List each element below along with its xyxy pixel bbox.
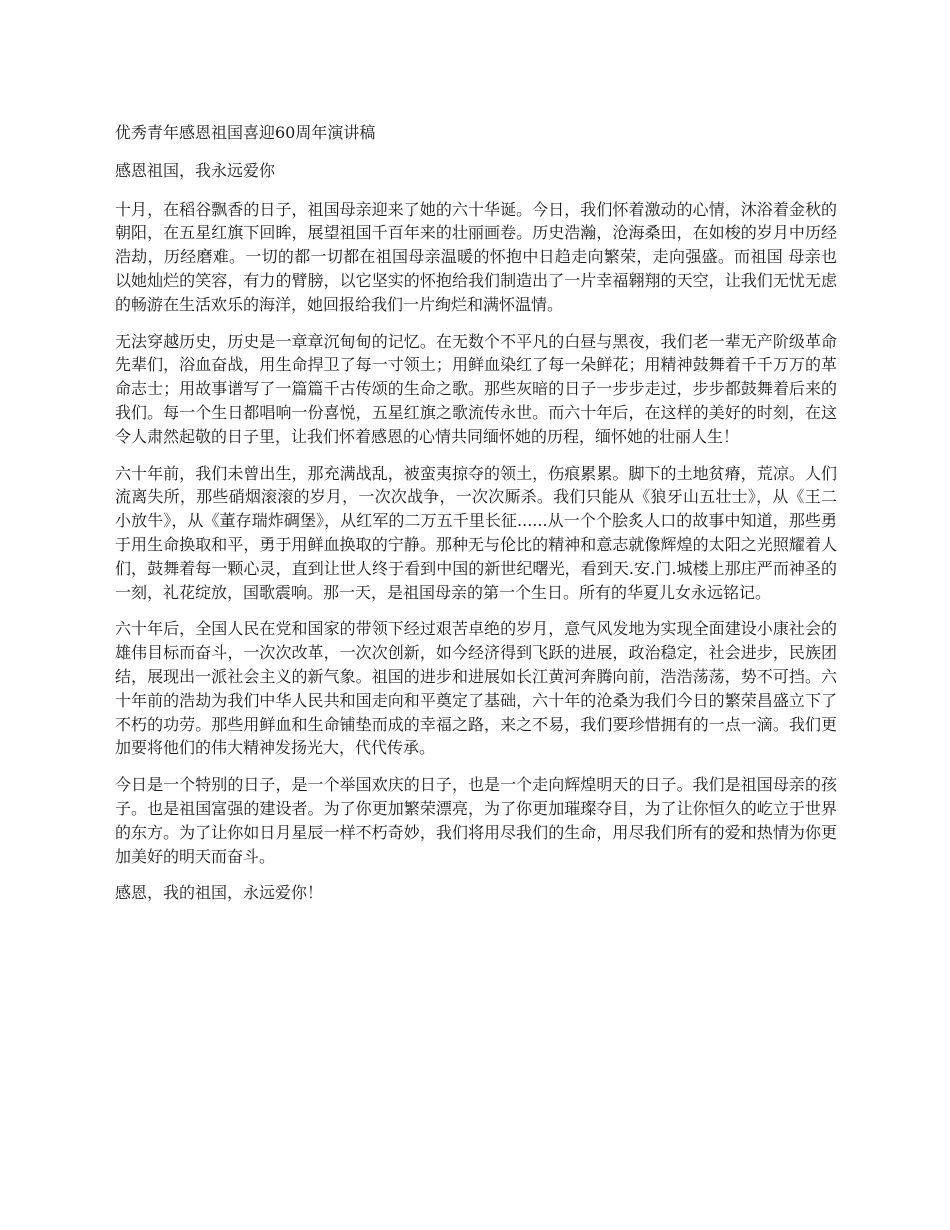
body-paragraph-4: 六十年后，全国人民在党和国家的带领下经过艰苦卓绝的岁月，意气风发地为实现全面建设小康社会的雄伟目标而奋斗，一次次改革，一次次创新，如今经济得到飞跃的进展，政治稳定，社会进步，民族团结，展现出一派社会主义的新气象。祖国的进步和进展如长江黄河奔腾向前，浩浩荡荡，势不可挡。六十年前的浩劫为我们中华人民共和国走向和平奠定了基础，六十年的沧桑为我们今日的繁荣昌盛立下了不朽的功劳。那些用鲜血和生命铺垫而成的幸福之路，来之不易，我们要珍惜拥有的一点一滴。我们更加要将他们的伟大精神发扬光大，代代传承。 [115,619,837,758]
document-page [115,121,837,918]
body-paragraph-1: 十月，在稻谷飘香的日子，祖国母亲迎来了她的六十华诞。今日，我们怀着激动的心情，沐浴着金秋的朝阳，在五星红旗下回眸，展望祖国千百年来的壮丽画卷。历史浩瀚，沧海桑田，在如梭的岁月中历经浩劫，历经磨难。一切的都一切都在祖国母亲温暖的怀抱中日趋走向繁荣，走向强盛。而祖国 母亲也以她灿烂的笑容，有力的臂膀，以它坚实的怀抱给我们制造出了一片幸福翱翔的天空，让我们无忧无虑的畅游在生活欢乐的海洋，她回报给我们一片绚烂和满怀温情。 [115,199,837,314]
body-paragraph-5: 今日是一个特别的日子，是一个举国欢庆的日子，也是一个走向辉煌明天的日子。我们是祖国母亲的孩子。也是祖国富强的建设者。为了你更加繁荣漂亮，为了你更加璀璨夺目，为了让你恒久的屹立于世界的东方。为了让你如日月星辰一样不朽奇妙，我们将用尽我们的生命，用尽我们所有的爱和热情为你更加美好的明天而奋斗。 [115,775,837,866]
body-paragraph-2: 无法穿越历史，历史是一章章沉甸甸的记忆。在无数个不平凡的白昼与黑夜，我们老一辈无产阶级革命先辈们，浴血奋战，用生命捍卫了每一寸领土；用鲜血染红了每一朵鲜花；用精神鼓舞着千千万万的革命志士；用故事谱写了一篇篇千古传颂的生命之歌。那些灰暗的日子一步步走过，步步都鼓舞着后来的我们。每一个生日都唱响一份喜悦，五星红旗之歌流传永世。而六十年后，在这样的美好的时刻，在这令人肃然起敬的日子里，让我们怀着感恩的心情共同缅怀她的历程，缅怀她的壮丽人生！ [115,331,837,446]
closing-line: 感恩，我的祖国，永远爱你！ [115,883,324,903]
document-subtitle: 感恩祖国，我永远爱你 [115,160,276,180]
body-paragraph-3: 六十年前，我们未曾出生，那充满战乱，被蛮夷掠夺的领土，伤痕累累。脚下的土地贫瘠，荒凉。人们流离失所，那些硝烟滚滚的岁月，一次次战争，一次次厮杀。我们只能从《狼牙山五壮士》，从《王二小放牛》，从《董存瑞炸碉堡》，从红军的二万五千里长征......从一个个脍炙人口的故事中知道，那些勇于用生命换取和平，勇于用鲜血换取的宁静。那种无与伦比的精神和意志就像辉煌的太阳之光照耀着人们，鼓舞着每一颗心灵，直到让世人终于看到中国的新世纪曙光，看到天.安.门.城楼上那庄严而神圣的一刻，礼花绽放，国歌震响。那一天，是祖国母亲的第一个生日。所有的华夏儿女永远铭记。 [115,463,837,602]
document-title: 优秀青年感恩祖国喜迎60周年演讲稿 [115,123,376,142]
